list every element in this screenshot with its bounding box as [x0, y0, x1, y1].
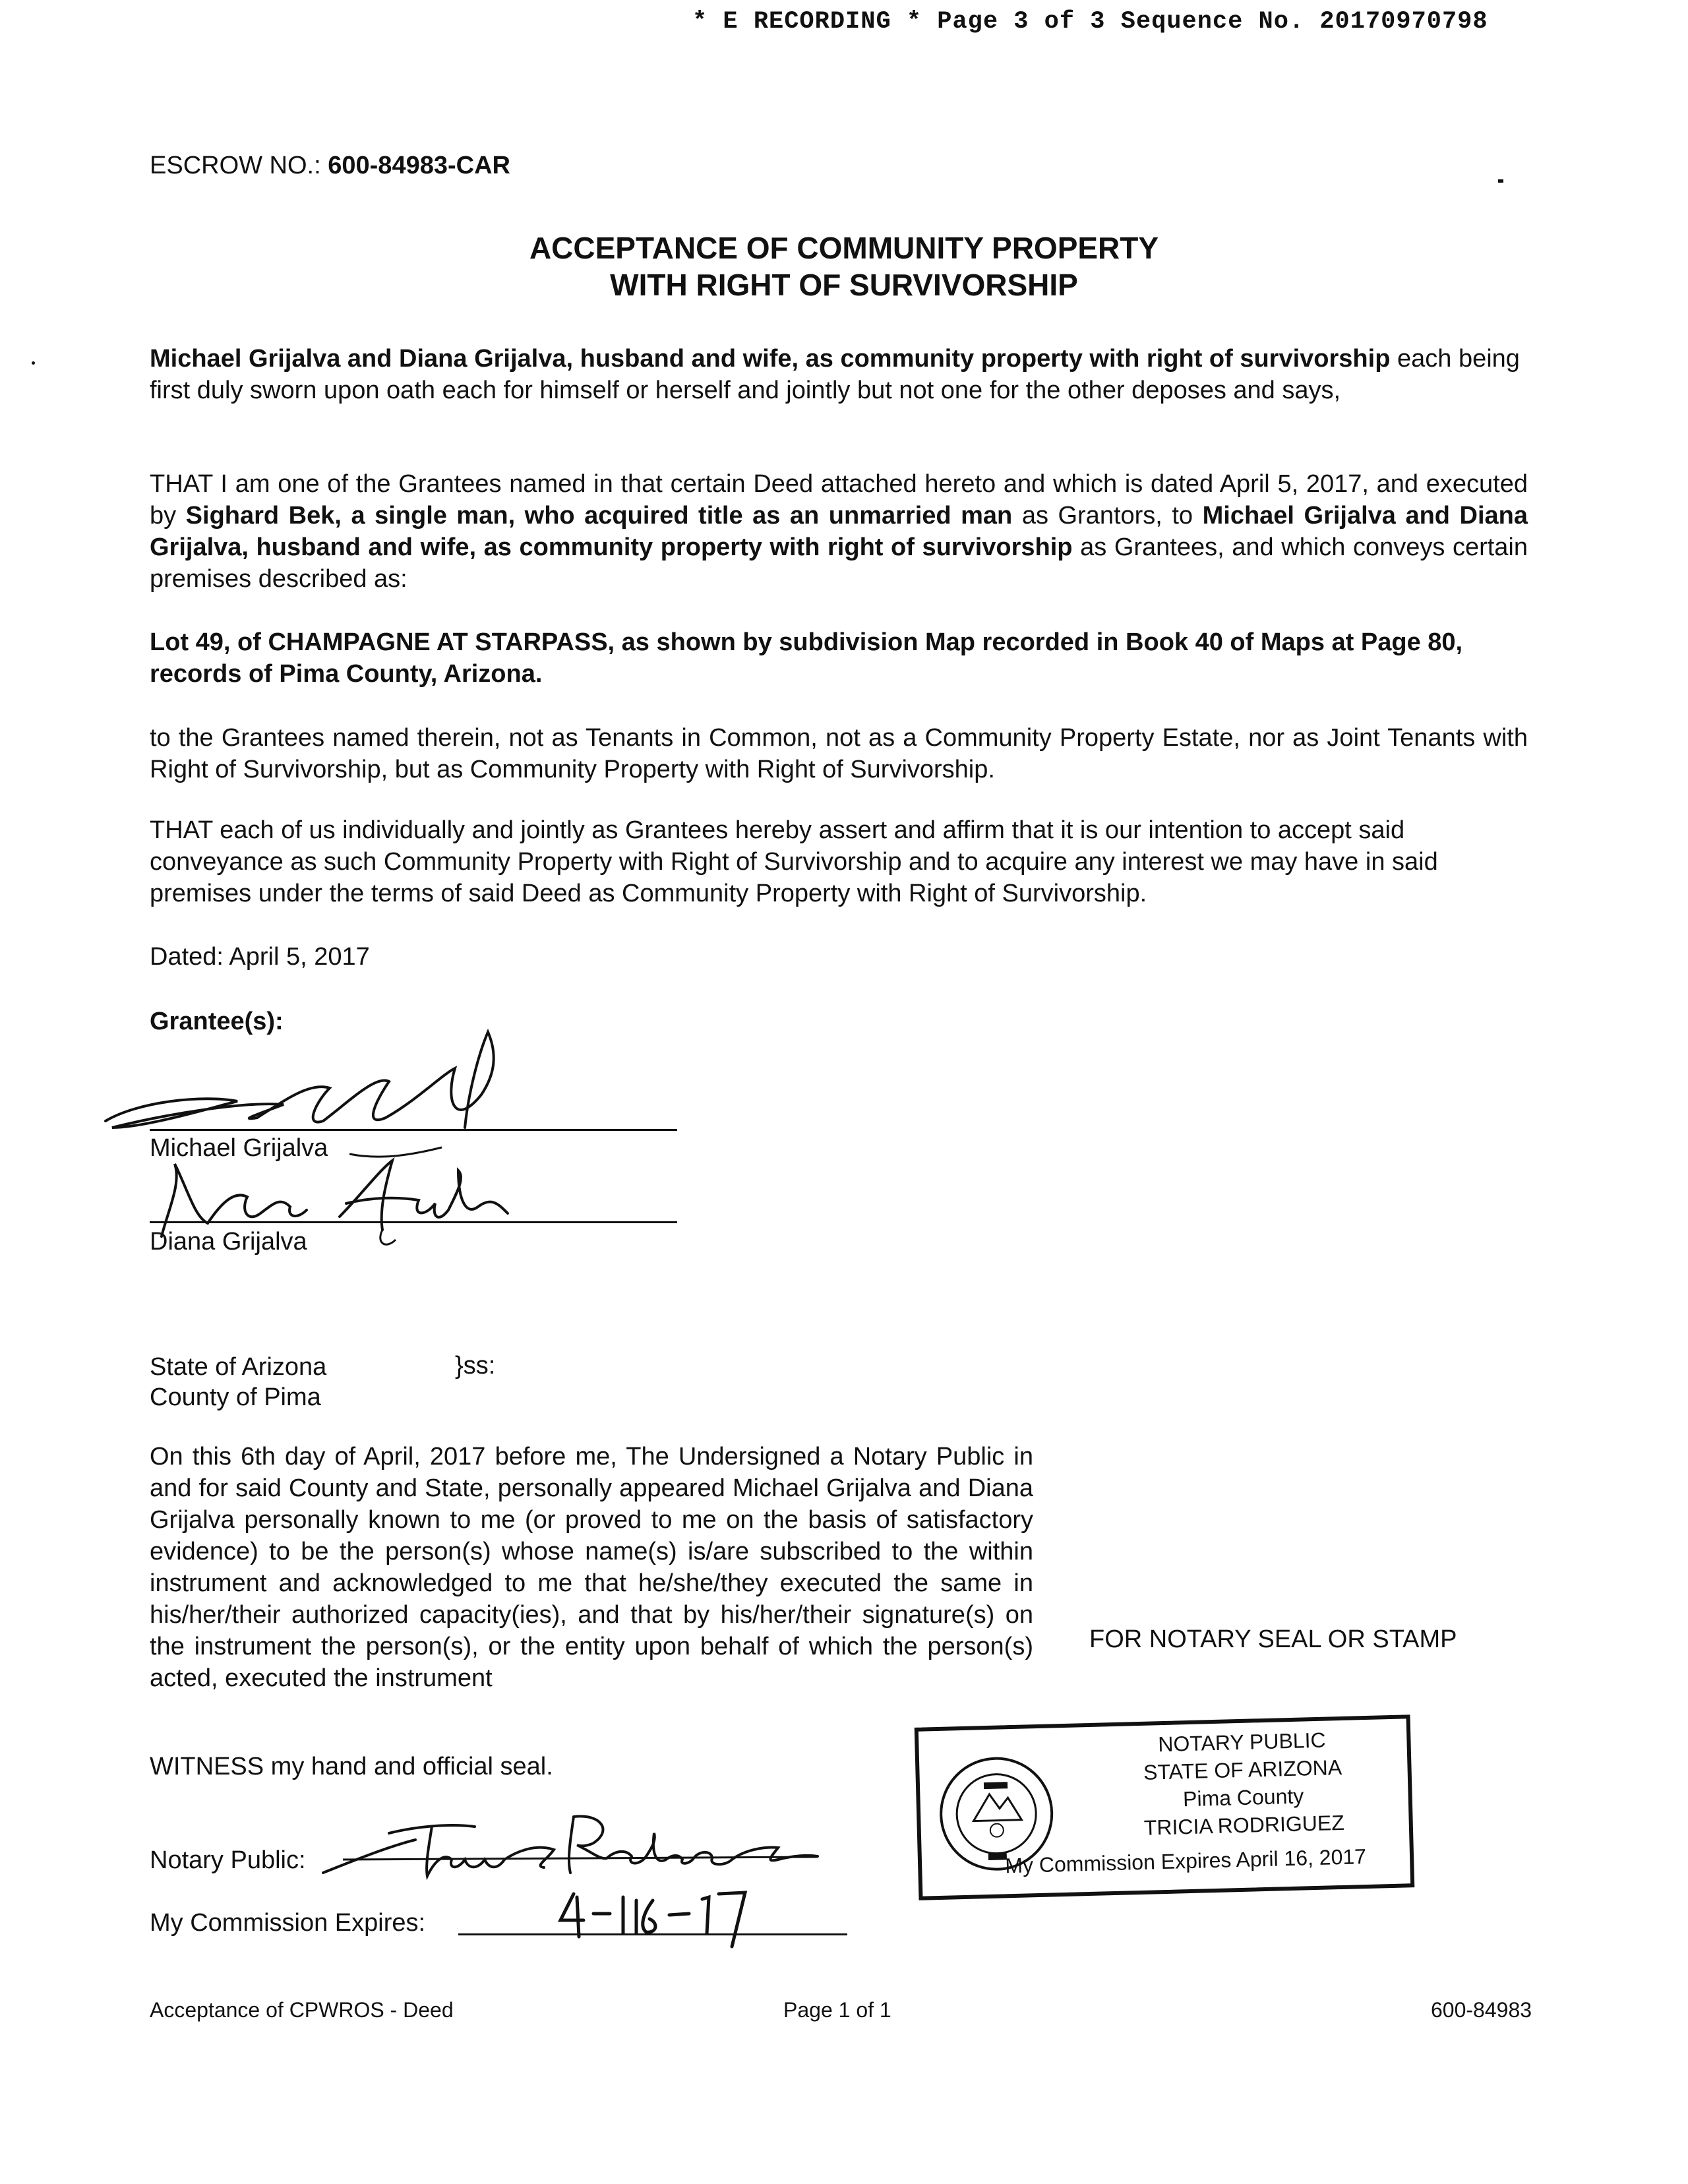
witness-line: WITNESS my hand and official seal. [150, 1753, 553, 1780]
deed-text-2: as Grantors, to [1021, 502, 1193, 530]
grantees-bold: Michael Grijalva and Diana Grijalva, husband and wife, as community property with right of survivorship [150, 502, 1528, 561]
notary-signature [316, 1794, 844, 1886]
deed-paragraph [150, 468, 1528, 595]
speck [1498, 179, 1503, 183]
stamp-commission: My Commission Expires April 16, 2017 [1004, 1844, 1367, 1878]
dated-line: Dated: April 5, 2017 [150, 943, 370, 971]
stamp-state: STATE OF ARIZONA [1143, 1755, 1342, 1784]
escrow-label: ESCROW NO.: [150, 152, 321, 179]
stamp-notary-name: TRICIA RODRIGUEZ [1143, 1810, 1345, 1840]
oath-paragraph [150, 343, 1528, 406]
legal-description: Lot 49, of CHAMPAGNE AT STARPASS, as shown by subdivision Map recorded in Book 40 of Maps at Page 80, records of Pima County, Arizona. [150, 628, 1463, 688]
venue-state: State of Arizona [150, 1353, 327, 1381]
commission-handwritten-date [554, 1887, 752, 1960]
seal-label: FOR NOTARY SEAL OR STAMP [1089, 1625, 1457, 1653]
footer-doc-title: Acceptance of CPWROS - Deed [150, 1998, 454, 2022]
signer-name-1: Michael Grijalva [150, 1134, 328, 1162]
footer-escrow-ref: 600-84983 [1431, 1998, 1532, 2022]
title-line-2: WITH RIGHT OF SURVIVORSHIP [610, 268, 1078, 302]
venue-ss: }ss: [455, 1352, 496, 1380]
signer-name-2: Diana Grijalva [150, 1228, 307, 1256]
commission-expires-label: My Commission Expires: [150, 1909, 426, 1937]
stamp-notary-public: NOTARY PUBLIC [1157, 1728, 1327, 1757]
notary-stamp [915, 1714, 1415, 1900]
tenancy-paragraph: to the Grantees named therein, not as Tenants in Common, not as a Community Property Estate, nor as Joint Tenants with Right of Survivorship, but as Community Property with Right of Survivorship. [150, 724, 1528, 783]
venue-county: County of Pima [150, 1383, 321, 1411]
document-title [0, 229, 1688, 303]
affirmation-paragraph: THAT each of us individually and jointly as Grantees hereby assert and affirm that it is our intention to accept said conveyance as such Community Property with Right of Survivorship and to acquire any interest we may have in said premises under the terms of said Deed as Community Property with Right of Survivorship. [150, 816, 1438, 907]
grantor-bold: Sighard Bek, a single man, who acquired title as an unmarried man [185, 502, 1013, 530]
recording-header: * E RECORDING * Page 3 of 3 Sequence No. 20170970798 [692, 8, 1488, 36]
grantee-label: Grantee(s): [150, 1008, 284, 1035]
venue-block [150, 1352, 326, 1412]
stamp-county: Pima County [1182, 1784, 1304, 1811]
deed-text-1: THAT I am one of the Grantees named in that certain Deed attached hereto and which is dated April 5, 2017, and executed by [150, 470, 1528, 530]
notary-acknowledgment: On this 6th day of April, 2017 before me, The Undersigned a Notary Public in and for said County and State, personally appeared Michael Grijalva and Diana Grijalva personally known to me (or proved to me on the basis of satisfactory evidence) to be the person(s) whose name(s) is/are subscribed to the within instrument and acknowledged to me that he/she/they executed the same in his/her/their authorized capacity(ies), and that by his/her/their signature(s) on the instrument the person(s), or the entity upon behalf of which the person(s) acted, executed the instrument [150, 1443, 1033, 1692]
notary-public-label: Notary Public: [150, 1846, 306, 1874]
speck [32, 361, 35, 365]
deed-text-3: as Grantees, and which conveys certain premises described as: [150, 533, 1528, 593]
footer-page-number: Page 1 of 1 [783, 1998, 891, 2022]
escrow-line [150, 152, 510, 180]
escrow-number: 600-84983-CAR [328, 152, 510, 179]
title-line-1: ACCEPTANCE OF COMMUNITY PROPERTY [529, 231, 1159, 265]
oath-text: each being first duly sworn upon oath each for himself or herself and jointly but not one for the other deposes and says, [150, 345, 1520, 404]
signature-line-1 [150, 1129, 677, 1131]
grantee-names-bold: Michael Grijalva and Diana Grijalva, husband and wife, as community property with right of survivorship [150, 345, 1391, 373]
signature-line-2 [150, 1221, 677, 1223]
